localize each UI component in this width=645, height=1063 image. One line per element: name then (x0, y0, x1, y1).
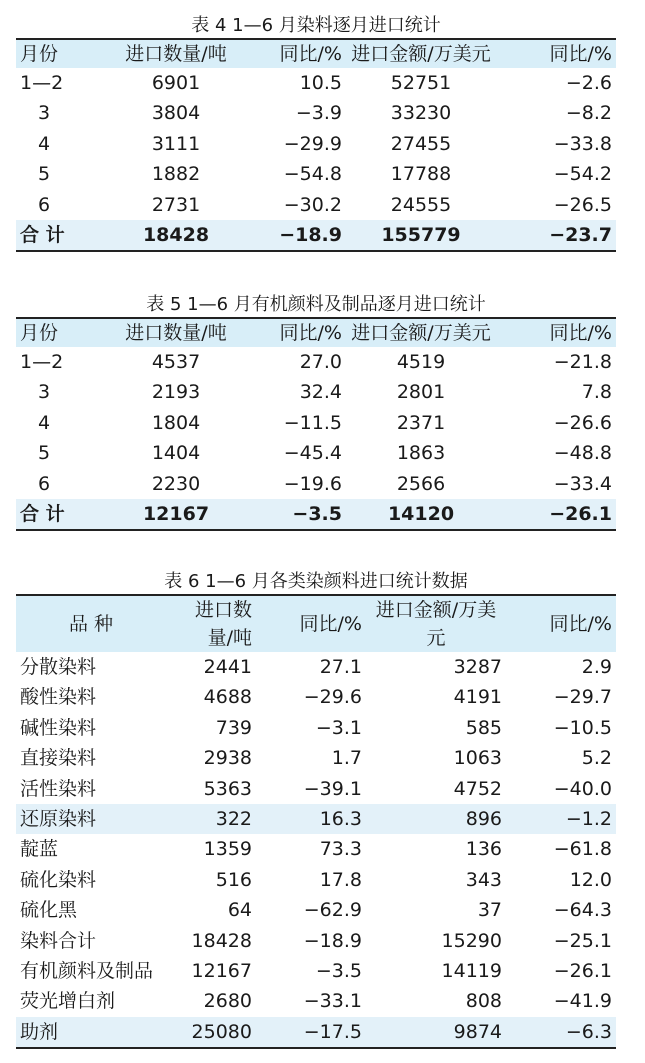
column-header: 同比/% (549, 613, 612, 635)
table-total-row (16, 499, 616, 530)
cell-yoy-quantity: −3.5 (315, 960, 362, 983)
cell-yoy-amount: −26.1 (549, 503, 612, 526)
cell-month: 5 (38, 163, 51, 186)
cell-yoy-amount: −29.7 (553, 686, 612, 709)
cell-amount: 2801 (396, 381, 446, 404)
data-table (16, 594, 616, 1049)
cell-yoy-amount: −54.2 (553, 163, 612, 186)
cell-quantity: 4688 (203, 686, 252, 709)
cell-quantity: 2230 (151, 472, 201, 495)
column-header: 同比/% (279, 43, 342, 65)
table-row (16, 377, 616, 407)
table-row (16, 926, 616, 956)
cell-category: 酸性染料 (20, 686, 97, 709)
cell-amount: 33230 (390, 102, 452, 125)
cell-amount: 4191 (453, 686, 502, 709)
cell-quantity: 6901 (151, 72, 201, 94)
cell-amount: 808 (465, 990, 502, 1013)
cell-yoy-amount: 7.8 (581, 381, 612, 404)
cell-yoy-amount: −25.1 (553, 929, 612, 952)
cell-amount: 37 (477, 899, 502, 922)
column-header: 同比/% (549, 322, 612, 344)
cell-yoy-amount: −40.0 (553, 777, 612, 800)
cell-yoy-amount: 2.9 (581, 656, 612, 678)
cell-amount: 896 (465, 808, 502, 831)
cell-yoy-amount: −8.2 (565, 102, 612, 125)
cell-quantity: 2193 (151, 381, 201, 404)
column-header: 进口金额/万美元 (351, 322, 491, 344)
table-caption: 表 6 1—6 月各类染颜料进口统计数据 (164, 571, 468, 592)
cell-yoy-quantity: −30.2 (283, 193, 342, 216)
cell-category: 分散染料 (20, 656, 97, 678)
cell-amount: 343 (465, 868, 502, 891)
table-row (16, 469, 616, 499)
cell-yoy-quantity: 17.8 (319, 868, 362, 891)
cell-yoy-amount: −26.5 (553, 193, 612, 216)
cell-yoy-quantity: −45.4 (283, 442, 342, 465)
table-row (16, 743, 616, 773)
cell-category: 活性染料 (20, 777, 97, 800)
cell-month: 3 (38, 102, 51, 125)
table-4 (16, 14, 616, 252)
cell-yoy-quantity: 16.3 (319, 808, 362, 831)
cell-amount: 14119 (441, 960, 502, 983)
cell-amount: 585 (465, 716, 502, 739)
table-row (16, 834, 616, 864)
cell-quantity: 2680 (203, 990, 252, 1013)
cell-amount: 4519 (396, 351, 446, 373)
table-header-row (16, 595, 616, 652)
table-row (16, 159, 616, 189)
cell-quantity: 18428 (142, 224, 210, 247)
table-5 (16, 293, 616, 531)
cell-quantity: 64 (227, 899, 252, 922)
cell-amount: 1063 (453, 747, 502, 770)
cell-quantity: 3804 (151, 102, 201, 125)
cell-yoy-quantity: 32.4 (299, 381, 342, 404)
cell-yoy-quantity: −54.8 (283, 163, 342, 186)
column-header: 同比/% (299, 613, 362, 635)
cell-amount: 14120 (387, 503, 455, 526)
table-6 (16, 570, 616, 1049)
table-row (16, 804, 616, 834)
column-header: 同比/% (549, 43, 612, 65)
cell-yoy-quantity: −19.6 (283, 472, 342, 495)
cell-category: 有机颜料及制品 (20, 960, 154, 983)
cell-yoy-quantity: 27.1 (319, 656, 362, 678)
column-header: 进口数量/吨 (194, 599, 252, 649)
cell-month: 1—2 (20, 351, 64, 373)
cell-category: 助剂 (20, 1020, 59, 1043)
cell-total-label: 合 计 (20, 224, 65, 247)
cell-yoy-amount: −26.1 (553, 960, 612, 983)
cell-yoy-quantity: −3.9 (295, 102, 342, 125)
cell-yoy-quantity: −29.9 (283, 132, 342, 155)
column-header: 进口数量/吨 (125, 322, 227, 344)
column-header: 品 种 (68, 613, 114, 635)
data-table (16, 38, 616, 252)
table-caption: 表 5 1—6 月有机颜料及制品逐月进口统计 (146, 294, 486, 315)
cell-total-label: 合 计 (20, 503, 65, 526)
cell-quantity: 1359 (203, 838, 252, 861)
cell-yoy-amount: 12.0 (569, 868, 612, 891)
table-row (16, 1017, 616, 1048)
table-row (16, 98, 616, 128)
cell-amount: 24555 (390, 193, 452, 216)
cell-yoy-amount: −1.2 (565, 808, 612, 831)
cell-category: 直接染料 (20, 747, 97, 770)
cell-category: 靛蓝 (20, 838, 59, 861)
cell-amount: 4752 (453, 777, 502, 800)
table-caption: 表 4 1—6 月染料逐月进口统计 (191, 15, 441, 36)
cell-amount: 15290 (441, 929, 502, 952)
cell-yoy-amount: −33.4 (553, 472, 612, 495)
cell-quantity: 739 (215, 716, 252, 739)
cell-category: 硫化黑 (20, 899, 78, 922)
data-table (16, 317, 616, 531)
table-row (16, 438, 616, 468)
cell-yoy-quantity: −11.5 (283, 411, 342, 434)
table-row (16, 865, 616, 895)
table-total-row (16, 220, 616, 251)
cell-yoy-amount: −61.8 (553, 838, 612, 861)
table-header-row (16, 39, 616, 68)
cell-month: 6 (38, 193, 51, 216)
column-header: 进口数量/吨 (125, 43, 227, 65)
cell-month: 5 (38, 442, 51, 465)
table-row (16, 682, 616, 712)
table-row (16, 347, 616, 377)
table-row (16, 190, 616, 220)
cell-yoy-quantity: 1.7 (331, 747, 362, 770)
column-header: 同比/% (279, 322, 342, 344)
table-row (16, 408, 616, 438)
cell-quantity: 3111 (151, 132, 201, 155)
cell-yoy-quantity: −39.1 (303, 777, 362, 800)
cell-quantity: 2731 (151, 193, 201, 216)
cell-category: 荧光增白剂 (20, 990, 116, 1013)
cell-quantity: 5363 (203, 777, 252, 800)
table-row (16, 774, 616, 804)
cell-yoy-quantity: −3.1 (315, 716, 362, 739)
cell-quantity: 18428 (191, 929, 252, 952)
table-row (16, 68, 616, 98)
cell-month: 4 (38, 132, 51, 155)
cell-quantity: 2441 (203, 656, 252, 678)
cell-quantity: 2938 (203, 747, 252, 770)
cell-month: 3 (38, 381, 51, 404)
cell-yoy-amount: −33.8 (553, 132, 612, 155)
cell-month: 4 (38, 411, 51, 434)
cell-quantity: 516 (215, 868, 252, 891)
cell-yoy-amount: −2.6 (565, 72, 612, 94)
column-header: 进口金额/万美元 (351, 43, 491, 65)
cell-yoy-amount: −41.9 (553, 990, 612, 1013)
cell-yoy-amount: −48.8 (553, 442, 612, 465)
cell-month: 6 (38, 472, 51, 495)
cell-amount: 9874 (453, 1020, 502, 1043)
cell-quantity: 1404 (151, 442, 201, 465)
cell-category: 硫化染料 (20, 868, 97, 891)
cell-month: 1—2 (20, 72, 64, 94)
cell-yoy-quantity: −18.9 (303, 929, 362, 952)
cell-yoy-amount: −26.6 (553, 411, 612, 434)
cell-amount: 1863 (396, 442, 446, 465)
cell-yoy-amount: 5.2 (581, 747, 612, 770)
column-header: 月份 (20, 322, 59, 344)
cell-amount: 155779 (381, 224, 461, 247)
column-header: 进口金额/万美元 (375, 599, 497, 649)
cell-yoy-quantity: 27.0 (299, 351, 342, 373)
cell-yoy-quantity: −18.9 (279, 224, 342, 247)
cell-quantity: 25080 (191, 1020, 252, 1043)
cell-quantity: 1882 (151, 163, 201, 186)
table-row (16, 129, 616, 159)
table-row (16, 652, 616, 682)
cell-yoy-quantity: −62.9 (303, 899, 362, 922)
cell-category: 还原染料 (20, 808, 97, 831)
cell-quantity: 322 (215, 808, 252, 831)
cell-yoy-quantity: 73.3 (319, 838, 362, 861)
cell-quantity: 1804 (151, 411, 201, 434)
table-row (16, 956, 616, 986)
cell-yoy-quantity: −29.6 (303, 686, 362, 709)
cell-amount: 136 (465, 838, 502, 861)
cell-category: 染料合计 (20, 929, 97, 952)
cell-yoy-amount: −6.3 (565, 1020, 612, 1043)
cell-yoy-amount: −23.7 (549, 224, 612, 247)
cell-amount: 3287 (453, 656, 502, 678)
table-row (16, 895, 616, 925)
cell-amount: 2371 (396, 411, 446, 434)
cell-yoy-amount: −10.5 (553, 716, 612, 739)
cell-yoy-quantity: −17.5 (303, 1020, 362, 1043)
cell-quantity: 12167 (142, 503, 210, 526)
column-header: 月份 (20, 43, 59, 65)
table-row (16, 986, 616, 1016)
cell-yoy-amount: −21.8 (553, 351, 612, 373)
cell-quantity: 4537 (151, 351, 201, 373)
cell-quantity: 12167 (191, 960, 252, 983)
cell-yoy-quantity: −33.1 (303, 990, 362, 1013)
table-row (16, 713, 616, 743)
cell-category: 碱性染料 (20, 716, 97, 739)
cell-yoy-amount: −64.3 (553, 899, 612, 922)
cell-amount: 52751 (390, 72, 452, 94)
cell-amount: 27455 (390, 132, 452, 155)
cell-yoy-quantity: −3.5 (292, 503, 342, 526)
cell-amount: 17788 (390, 163, 452, 186)
table-header-row (16, 318, 616, 347)
cell-yoy-quantity: 10.5 (299, 72, 342, 94)
cell-amount: 2566 (396, 472, 446, 495)
